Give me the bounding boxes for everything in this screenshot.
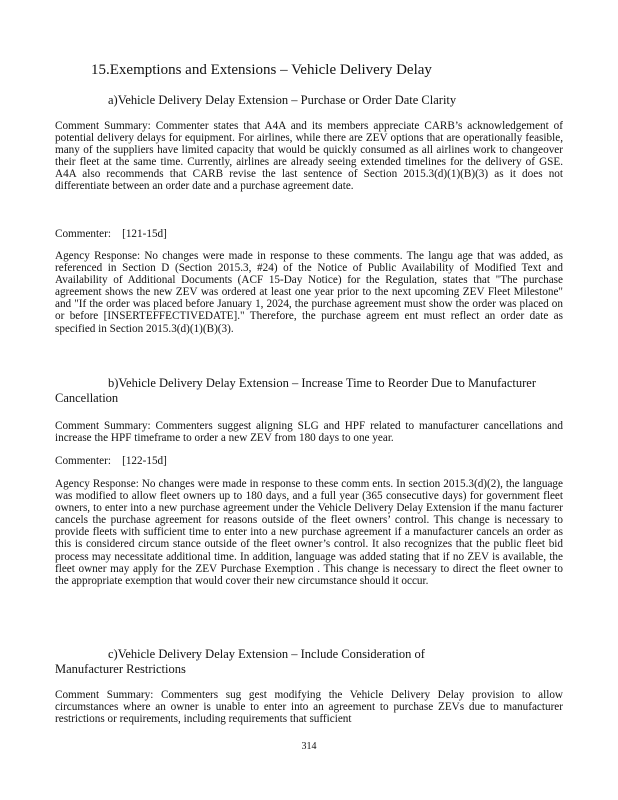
subsection-a-comment-summary: Comment Summary: Commenter states that A4A and its members appreciate CARB’s acknowledgement of potential delivery delays for equipment. For airlines, while there are ZEV options that are operationally feasible, many of the suppliers have limited capacity that would be quickly consumed as all airlines work to changeover their fleet at the same time. Currently, airlines are already seeing extended timelines for the delivery of GSE. A4A also recommends that CARB revise the last sentence of Section 2015.3(d)(1)(B)(3) as it does not differentiate between an order date and a purchase agreement date. <box>55 120 563 193</box>
section-heading: 15.Exemptions and Extensions – Vehicle Delivery Delay <box>91 62 432 78</box>
subsection-c-title: c)Vehicle Delivery Delay Extension – Include Consideration of Manufacturer Restrictions <box>55 647 425 676</box>
subsection-a-title: a)Vehicle Delivery Delay Extension – Purchase or Order Date Clarity <box>108 93 457 107</box>
subsection-a-agency-response: Agency Response: No changes were made in response to these comments. The langu age that was added, as referenced in Section D (Section 2015.3, #24) of the Notice of Public Availability of Modified Text and Availability of Additional Documents (ACF 15-Day Notice) for the Regulation, states that "The purchase agreement shows the new ZEV was ordered at least one year prior to the next upcoming ZEV Fleet Milestone" and "If the order was placed before January 1, 2024, the purchase agreement must show the order was placed on or before [INSERTEFFECTIVEDATE]." Therefore, the purchase agreem ent must reflect an order date as specified in Section 2015.3(d)(1)(B)(3). <box>55 250 563 335</box>
subsection-c-comment-summary: Comment Summary: Commenters sug gest modifying the Vehicle Delivery Delay provision to allow circumstances where an owner is unable to enter into an agreement to purchase ZEVs due to manufacturer restrictions or requirements, including requirements that sufficient <box>55 689 563 726</box>
subsection-a-commenter: Commenter: [121-15d] <box>55 228 167 240</box>
subsection-b-comment-summary: Comment Summary: Commenters suggest aligning SLG and HPF related to manufacturer cancellations and increase the HPF timeframe to order a new ZEV from 180 days to one year. <box>55 420 563 445</box>
subsection-b-title: b)Vehicle Delivery Delay Extension – Increase Time to Reorder Due to Manufacturer Cancellation <box>55 376 536 405</box>
subsection-b-agency-response: Agency Response: No changes were made in response to these comm ents. In section 2015.3(d)(2), the language was modified to allow fleet owners up to 180 days, and a full year (365 consecutive days) for government fleet owners, to enter into a new purchase agreement under the Vehicle Delivery Delay Extension if the manu facturer cancels the purchase agreement for reasons outside of the fleet owners’ control. This change is necessary to provide fleets with sufficient time to enter into a new purchase agreement if a manufacturer cancels an order as this is considered circum stance outside of the fleet owner’s control. It also recognizes that the public fleet bid process may necessitate additional time. In addition, language was added stating that if no ZEV is available, the fleet owner may apply for the ZEV Purchase Exemption . This change is necessary to direct the fleet owner to the appropriate exemption that would cover their new circumstance should it occur. <box>55 478 563 587</box>
subsection-b-commenter: Commenter: [122-15d] <box>55 455 167 467</box>
page-number: 314 <box>301 741 317 752</box>
